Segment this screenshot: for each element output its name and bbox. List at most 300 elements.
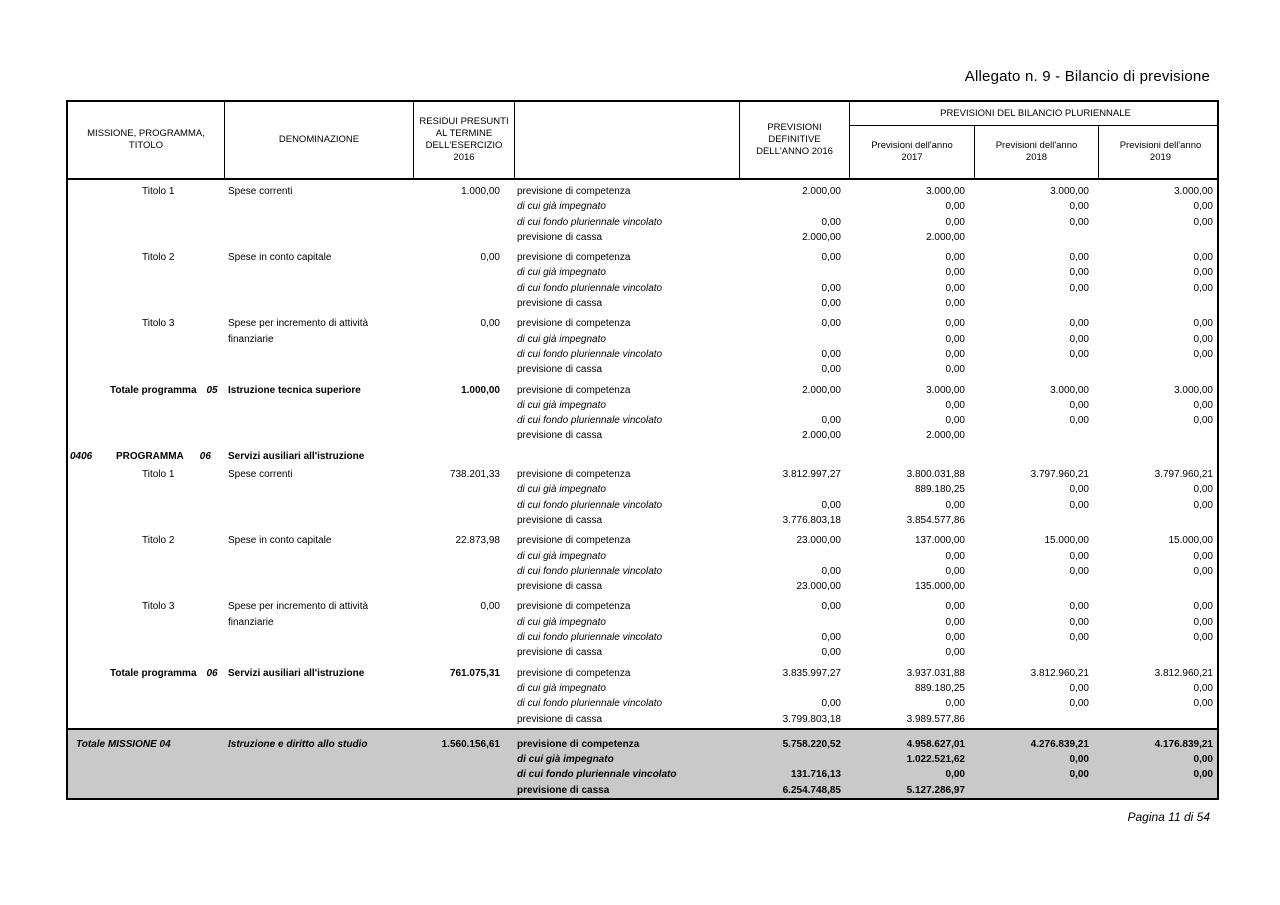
amount-cell: 0,00: [1193, 769, 1213, 781]
amount-cell: 3.000,00: [1174, 384, 1213, 396]
col-entry-labels: [514, 467, 739, 528]
amount-cell: [1097, 296, 1213, 311]
amount-cell: 3.937.031,88: [906, 667, 965, 679]
col-amounts: [1097, 599, 1217, 660]
amount-cell: 0,00: [821, 632, 841, 644]
amount-cell: 0,00: [945, 769, 965, 781]
col-amounts: [973, 316, 1097, 377]
amount-cell: 0,00: [1069, 282, 1089, 294]
amount-cell: 0,00: [821, 647, 841, 659]
entry-type-label: previsione di competenza: [517, 384, 631, 396]
col-denominazione: [224, 599, 413, 660]
amount-cell: [973, 579, 1089, 594]
col-titolo: [68, 383, 224, 444]
residui-value: 0,00: [480, 252, 500, 264]
header-blank-cell: [514, 102, 739, 178]
amount-cell: 0,00: [1069, 550, 1089, 562]
table-row: [68, 250, 1217, 311]
amount-cell: 0,00: [945, 282, 965, 294]
amount-cell: 0,00: [945, 399, 965, 411]
amount-cell: [1097, 362, 1213, 377]
col-amounts: [739, 666, 849, 727]
amount-cell: 23.000,00: [796, 581, 841, 593]
entry-type-label: previsione di competenza: [517, 186, 631, 197]
amount-cell: 0,00: [1069, 318, 1089, 330]
denominazione-text: Istruzione e diritto allo studio: [228, 738, 368, 750]
amount-cell: 4.276.839,21: [1030, 738, 1089, 750]
denominazione-text: Spese per incremento di attività finanziarie: [228, 601, 369, 628]
col-amounts: [739, 383, 849, 444]
col-denominazione: [224, 737, 413, 798]
col-amounts: [973, 250, 1097, 311]
col-amounts: [849, 316, 973, 377]
amount-cell: [1097, 783, 1213, 798]
amount-cell: 5.127.286,97: [906, 784, 965, 796]
col-amounts: [849, 599, 973, 660]
amount-cell: 0,00: [821, 318, 841, 330]
amount-cell: 0,00: [1193, 216, 1213, 228]
col-amounts: [1097, 737, 1219, 798]
header-previsioni-2018: Previsioni dell'anno 2018: [974, 126, 1098, 178]
header-year-columns: [850, 126, 1219, 178]
amount-cell: 0,00: [1069, 267, 1089, 279]
col-amounts: [739, 533, 849, 594]
header-pluriennale-group: [849, 102, 1219, 178]
col-amounts: [973, 184, 1097, 245]
amount-cell: 0,00: [1069, 499, 1089, 511]
amount-cell: [1097, 712, 1213, 727]
col-titolo: [68, 666, 224, 727]
col-entry-labels: [514, 599, 739, 660]
entry-type-label: previsione di cassa: [517, 430, 603, 442]
col-amounts: [1097, 383, 1217, 444]
col-titolo: [68, 250, 224, 311]
entry-type-label: previsione di cassa: [517, 784, 610, 796]
col-amounts: [849, 737, 973, 798]
row-title-label: Titolo 2: [142, 252, 175, 264]
amount-cell: 1.022.521,62: [906, 754, 965, 766]
row-title-label: Titolo 1: [142, 186, 175, 197]
amount-cell: 0,00: [821, 415, 841, 427]
amount-cell: [739, 398, 841, 413]
header-previsioni-2017: Previsioni dell'anno 2017: [871, 140, 953, 163]
col-amounts: [973, 467, 1097, 528]
amount-cell: 0,00: [1193, 415, 1213, 427]
table-row: [68, 666, 1217, 727]
col-entry-labels: [514, 383, 739, 444]
amount-cell: [1097, 645, 1213, 660]
amount-cell: [739, 681, 841, 696]
entry-type-label: di cui già impegnato: [517, 484, 606, 496]
col-residui: [413, 449, 514, 464]
amount-cell: 0,00: [1069, 632, 1089, 644]
amount-cell: 0,00: [1069, 754, 1089, 766]
amount-cell: 2.000,00: [802, 186, 841, 197]
amount-cell: 0,00: [1069, 616, 1089, 628]
entry-type-label: previsione di cassa: [517, 581, 603, 593]
table-row: [68, 599, 1217, 660]
col-denominazione: [224, 316, 413, 377]
residui-value: 1.000,00: [461, 186, 500, 197]
amount-cell: 0,00: [945, 364, 965, 376]
amount-cell: 0,00: [821, 282, 841, 294]
amount-cell: 0,00: [945, 550, 965, 562]
page-number: Pagina 11 di 54: [1127, 810, 1210, 824]
col-titolo: [68, 467, 224, 528]
amount-cell: 0,00: [1193, 201, 1213, 213]
amount-cell: 15.000,00: [1168, 535, 1213, 547]
amount-cell: 0,00: [821, 298, 841, 310]
amount-cell: 0,00: [1069, 565, 1089, 577]
col-amounts: [849, 666, 973, 727]
denominazione-text: Spese correnti: [228, 469, 293, 481]
amount-cell: [973, 645, 1089, 660]
col-amounts: [739, 737, 849, 798]
col-residui: [413, 666, 514, 727]
row-title-label: Titolo 3: [142, 601, 175, 613]
col-entry-labels: [514, 449, 739, 464]
amount-cell: [739, 482, 841, 497]
col-denominazione: [224, 666, 413, 727]
amount-cell: 137.000,00: [914, 535, 965, 547]
table-header: [68, 102, 1217, 180]
entry-type-label: previsione di competenza: [517, 252, 631, 264]
amount-cell: 3.835.997,27: [782, 667, 841, 679]
col-denominazione: [224, 467, 413, 528]
document-title: Allegato n. 9 - Bilancio di previsione: [964, 68, 1210, 85]
amount-cell: [739, 615, 841, 630]
amount-cell: 0,00: [821, 252, 841, 264]
residui-value: 0,00: [480, 601, 500, 613]
amount-cell: 135.000,00: [914, 581, 965, 593]
amount-cell: 0,00: [1193, 616, 1213, 628]
entry-type-label: previsione di competenza: [517, 601, 631, 613]
amount-cell: 3.854.577,86: [906, 514, 965, 526]
col-amounts: [849, 250, 973, 311]
col-amounts: [973, 666, 1097, 727]
denominazione-text: Spese in conto capitale: [228, 252, 332, 264]
amount-cell: 0,00: [821, 499, 841, 511]
amount-cell: 3.989.577,86: [906, 713, 965, 725]
amount-cell: 889.180,25: [914, 484, 965, 496]
col-amounts: [739, 184, 849, 245]
amount-cell: [1097, 428, 1213, 443]
row-title-number: 06: [206, 667, 218, 679]
entry-type-label: previsione di competenza: [517, 535, 631, 547]
amount-cell: 0,00: [1069, 252, 1089, 264]
amount-cell: 0,00: [1193, 282, 1213, 294]
amount-cell: 889.180,25: [914, 682, 965, 694]
amount-cell: 15.000,00: [1044, 535, 1089, 547]
amount-cell: 5.758.220,52: [782, 738, 841, 750]
entry-type-label: previsione di competenza: [517, 667, 631, 679]
amount-cell: 2.000,00: [926, 231, 965, 243]
amount-cell: 0,00: [821, 216, 841, 228]
amount-cell: 2.000,00: [802, 430, 841, 442]
col-denominazione: [224, 184, 413, 245]
col-amounts: [739, 250, 849, 311]
denominazione-text: Istruzione tecnica superiore: [228, 384, 361, 396]
entry-type-label: di cui già impegnato: [517, 754, 614, 766]
amount-cell: 0,00: [945, 348, 965, 360]
amount-cell: 0,00: [1069, 484, 1089, 496]
col-amounts: [849, 184, 973, 245]
amount-cell: 2.000,00: [802, 231, 841, 243]
col-titolo: [68, 316, 224, 377]
header-residui-presunti: RESIDUI PRESUNTI AL TERMINE DELL'ESERCIZIO 2016: [413, 102, 514, 178]
entry-type-label: di cui fondo pluriennale vincolato: [517, 415, 663, 427]
amount-cell: 0,00: [1193, 399, 1213, 411]
amount-cell: 0,00: [945, 565, 965, 577]
col-amounts: [1097, 449, 1217, 464]
row-title-number: 06: [199, 450, 211, 462]
col-amounts: [739, 599, 849, 660]
mission-total-row: [68, 737, 1217, 798]
col-denominazione: [224, 250, 413, 311]
amount-cell: 3.812.960,21: [1154, 667, 1213, 679]
row-title-label: Totale programma: [110, 384, 197, 396]
amount-cell: 0,00: [945, 632, 965, 644]
col-amounts: [849, 449, 973, 464]
col-titolo: [68, 184, 224, 245]
amount-cell: [1097, 230, 1213, 245]
entry-type-label: previsione di competenza: [517, 738, 640, 750]
amount-cell: [739, 265, 841, 280]
amount-cell: [973, 296, 1089, 311]
entry-type-label: previsione di cassa: [517, 647, 603, 659]
col-amounts: [973, 533, 1097, 594]
amount-cell: 3.812.960,21: [1030, 667, 1089, 679]
col-titolo: [68, 449, 224, 464]
amount-cell: 0,00: [1069, 399, 1089, 411]
amount-cell: 0,00: [1069, 698, 1089, 710]
amount-cell: [973, 712, 1089, 727]
col-residui: [413, 599, 514, 660]
col-amounts: [1097, 533, 1217, 594]
amount-cell: 0,00: [945, 298, 965, 310]
entry-type-label: di cui già impegnato: [517, 201, 606, 213]
amount-cell: 0,00: [1193, 565, 1213, 577]
entry-type-label: di cui fondo pluriennale vincolato: [517, 698, 663, 710]
col-titolo: [68, 599, 224, 660]
entry-type-label: di cui fondo pluriennale vincolato: [517, 632, 663, 644]
entry-type-label: di cui fondo pluriennale vincolato: [517, 282, 663, 294]
row-title-number: 05: [206, 384, 218, 396]
amount-cell: 0,00: [821, 364, 841, 376]
amount-cell: 0,00: [1193, 601, 1213, 613]
residui-value: 1.560.156,61: [441, 738, 500, 750]
entry-type-label: previsione di competenza: [517, 469, 631, 481]
amount-cell: 4.958.627,01: [906, 738, 965, 750]
entry-type-label: previsione di cassa: [517, 231, 603, 243]
denominazione-text: Servizi ausiliari all'istruzione: [228, 450, 365, 462]
amount-cell: 3.800.031,88: [906, 469, 965, 481]
row-title-label: Titolo 1: [142, 469, 175, 481]
amount-cell: 0,00: [945, 601, 965, 613]
amount-cell: 0,00: [1069, 682, 1089, 694]
program-header-row: [68, 449, 1217, 464]
row-title-label: Titolo 3: [142, 318, 175, 330]
amount-cell: 0,00: [1193, 484, 1213, 496]
table-body: [68, 180, 1217, 728]
col-residui: [413, 316, 514, 377]
amount-cell: 0,00: [1193, 499, 1213, 511]
amount-cell: [1097, 513, 1213, 528]
col-entry-labels: [514, 533, 739, 594]
table-row: [68, 467, 1217, 528]
col-amounts: [739, 316, 849, 377]
entry-type-label: di cui già impegnato: [517, 616, 606, 628]
col-amounts: [739, 467, 849, 528]
entry-type-label: di cui fondo pluriennale vincolato: [517, 565, 663, 577]
entry-type-label: di cui già impegnato: [517, 682, 606, 694]
col-amounts: [1097, 250, 1217, 311]
amount-cell: [739, 199, 841, 214]
col-amounts: [849, 383, 973, 444]
denominazione-text: Spese correnti: [228, 186, 293, 197]
amount-cell: 0,00: [945, 698, 965, 710]
header-previsioni-definitive-2016: PREVISIONI DEFINITIVE DELL'ANNO 2016: [739, 102, 849, 178]
amount-cell: 0,00: [821, 601, 841, 613]
amount-cell: 0,00: [945, 216, 965, 228]
col-residui: [413, 383, 514, 444]
entry-type-label: di cui già impegnato: [517, 267, 606, 279]
col-amounts: [849, 467, 973, 528]
amount-cell: 0,00: [1193, 632, 1213, 644]
amount-cell: 0,00: [821, 348, 841, 360]
amount-cell: 0,00: [1069, 769, 1089, 781]
amount-cell: 3.797.960,21: [1154, 469, 1213, 481]
amount-cell: 0,00: [1193, 267, 1213, 279]
amount-cell: 0,00: [821, 698, 841, 710]
entry-type-label: previsione di competenza: [517, 318, 631, 330]
denominazione-text: Spese per incremento di attività finanziarie: [228, 318, 369, 345]
row-title-label: PROGRAMMA: [116, 450, 184, 462]
table-row: [68, 533, 1217, 594]
residui-value: 0,00: [480, 318, 500, 330]
col-amounts: [849, 533, 973, 594]
amount-cell: [973, 513, 1089, 528]
amount-cell: 2.000,00: [802, 384, 841, 396]
amount-cell: 6.254.748,85: [782, 784, 841, 796]
amount-cell: [739, 332, 841, 347]
col-amounts: [1097, 316, 1217, 377]
amount-cell: 3.000,00: [1174, 186, 1213, 197]
col-amounts: [1097, 467, 1217, 528]
amount-cell: 0,00: [945, 333, 965, 345]
col-entry-labels: [514, 184, 739, 245]
col-amounts: [1097, 184, 1217, 245]
amount-cell: 3.000,00: [1050, 384, 1089, 396]
header-pluriennale-title: PREVISIONI DEL BILANCIO PLURIENNALE: [850, 102, 1219, 126]
table-row: [68, 184, 1217, 245]
amount-cell: 2.000,00: [926, 430, 965, 442]
amount-cell: [973, 362, 1089, 377]
denominazione-text: Servizi ausiliari all'istruzione: [228, 667, 365, 679]
amount-cell: 3.000,00: [926, 384, 965, 396]
amount-cell: 0,00: [1193, 333, 1213, 345]
col-entry-labels: [514, 316, 739, 377]
amount-cell: 0,00: [945, 415, 965, 427]
entry-type-label: previsione di cassa: [517, 514, 603, 526]
mission-total-section: [68, 728, 1217, 798]
col-residui: [413, 184, 514, 245]
col-amounts: [973, 737, 1097, 798]
denominazione-text: Spese in conto capitale: [228, 535, 332, 547]
entry-type-label: di cui già impegnato: [517, 399, 606, 411]
entry-type-label: di cui già impegnato: [517, 333, 606, 345]
residui-value: 1.000,00: [461, 384, 500, 396]
entry-type-label: di cui già impegnato: [517, 550, 606, 562]
entry-type-label: di cui fondo pluriennale vincolato: [517, 348, 663, 360]
col-titolo: [68, 533, 224, 594]
header-missione-programma-titolo: MISSIONE, PROGRAMMA, TITOLO: [87, 128, 205, 151]
amount-cell: 0,00: [945, 267, 965, 279]
col-residui: [413, 533, 514, 594]
col-amounts: [739, 449, 849, 464]
table-row: [68, 316, 1217, 377]
amount-cell: [739, 549, 841, 564]
amount-cell: 0,00: [1069, 216, 1089, 228]
amount-cell: 0,00: [1069, 348, 1089, 360]
col-residui: [413, 467, 514, 528]
amount-cell: 0,00: [945, 499, 965, 511]
col-amounts: [973, 599, 1097, 660]
col-entry-labels: [514, 250, 739, 311]
amount-cell: 0,00: [1069, 201, 1089, 213]
amount-cell: 0,00: [945, 318, 965, 330]
amount-cell: 3.000,00: [1050, 186, 1089, 197]
col-entry-labels: [514, 737, 739, 798]
entry-type-label: previsione di cassa: [517, 364, 603, 376]
entry-type-label: previsione di cassa: [517, 713, 603, 725]
col-denominazione: [224, 449, 413, 464]
residui-value: 738.201,33: [449, 469, 500, 481]
col-residui: [413, 737, 514, 798]
entry-type-label: di cui fondo pluriennale vincolato: [517, 769, 677, 781]
header-denominazione: DENOMINAZIONE: [224, 102, 413, 178]
col-titolo: [68, 737, 224, 798]
residui-value: 22.873,98: [455, 535, 500, 547]
entry-type-label: previsione di cassa: [517, 298, 603, 310]
program-code: 0406: [70, 450, 93, 462]
col-amounts: [1097, 666, 1217, 727]
amount-cell: 0,00: [1193, 348, 1213, 360]
header-previsioni-2019: Previsioni dell'anno 2019: [1098, 126, 1219, 178]
amount-cell: 131.716,13: [790, 769, 841, 781]
col-amounts: [973, 449, 1097, 464]
amount-cell: [739, 752, 841, 767]
amount-cell: 23.000,00: [796, 535, 841, 547]
amount-cell: 3.000,00: [926, 186, 965, 197]
row-title-label: Totale programma: [110, 667, 197, 679]
amount-cell: [1097, 579, 1213, 594]
amount-cell: 0,00: [821, 565, 841, 577]
amount-cell: 0,00: [1193, 682, 1213, 694]
amount-cell: 0,00: [1193, 550, 1213, 562]
residui-value: 761.075,31: [449, 667, 500, 679]
amount-cell: 0,00: [1069, 601, 1089, 613]
row-title-label: Titolo 2: [142, 535, 175, 547]
amount-cell: 0,00: [945, 201, 965, 213]
amount-cell: 0,00: [1069, 415, 1089, 427]
amount-cell: 0,00: [1193, 754, 1213, 766]
amount-cell: 3.812.997,27: [782, 469, 841, 481]
amount-cell: 3.776.803,18: [782, 514, 841, 526]
amount-cell: 0,00: [1193, 252, 1213, 264]
entry-type-label: di cui fondo pluriennale vincolato: [517, 216, 663, 228]
amount-cell: 0,00: [1193, 318, 1213, 330]
